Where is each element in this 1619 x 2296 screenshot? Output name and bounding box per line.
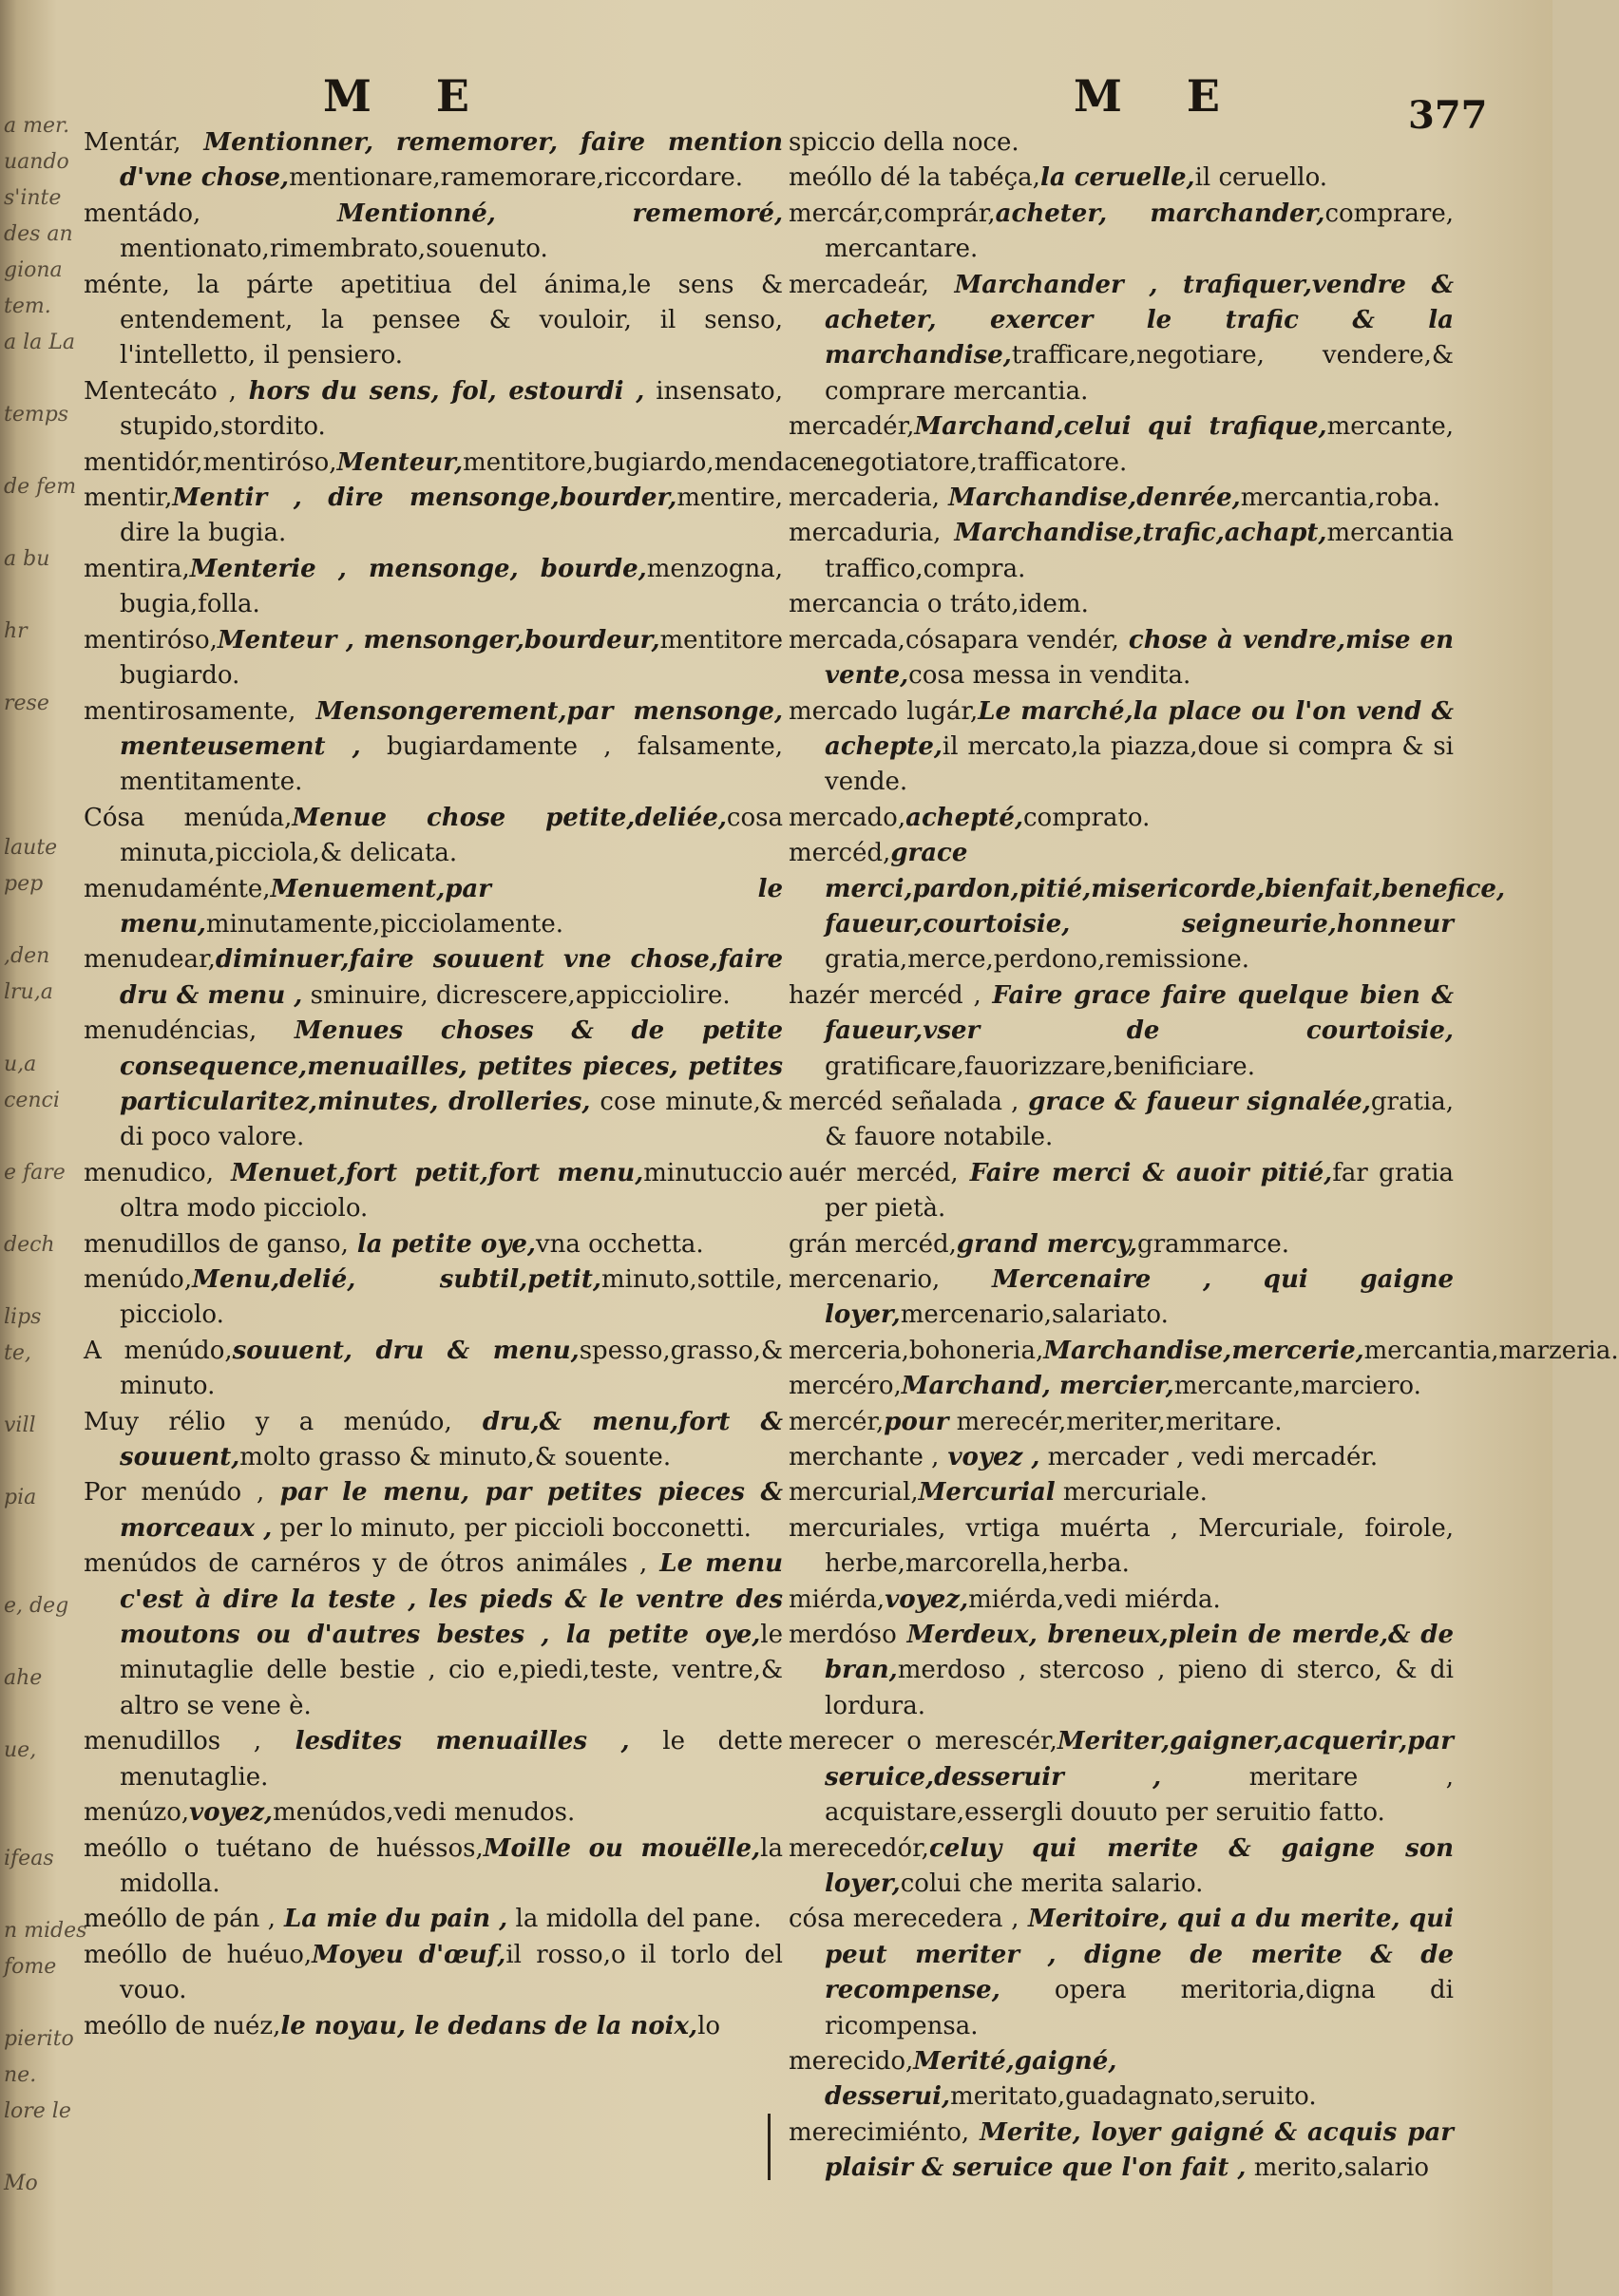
- entry-headword: mercaderia,: [789, 484, 941, 513]
- entry-italian: mentionare,ramemorare,riccordare.: [289, 163, 744, 193]
- entry-french: Menteur,: [336, 447, 464, 477]
- entry-french: Faire grace faire quelque bien & faueur,vser de courtoisie,: [825, 980, 1454, 1046]
- entry-french: Merité,gaigné, desserui,: [825, 2046, 1117, 2112]
- entry-french: Menue chose petite,deliée,: [292, 803, 727, 832]
- dictionary-entry: [84, 125, 783, 197]
- entry-headword: menudico,: [84, 1158, 214, 1187]
- entry-french: lesdites menuailles ,: [261, 1727, 630, 1756]
- entry-french: Marchandise,mercerie,: [1043, 1336, 1364, 1365]
- margin-fragment: te,: [4, 1341, 31, 1365]
- entry-italian: il ceruello.: [1194, 163, 1328, 193]
- entry-headword: menudear,: [84, 945, 216, 975]
- margin-fragment: tem.: [4, 294, 51, 318]
- entry-italian: far gratia per pietà.: [825, 1158, 1455, 1224]
- dictionary-entry: [84, 872, 783, 943]
- margin-fragment: de fem: [4, 475, 77, 499]
- dictionary-entry: [789, 1369, 1454, 1404]
- dictionary-entry: [789, 1618, 1454, 1724]
- entry-french: grace merci,pardon,pitié,misericorde,bienfait,benefice, faueur,courtoisie, seigneurie,honneur: [825, 839, 1506, 939]
- margin-fragment: e, deg: [4, 1594, 69, 1618]
- margin-fragment: giona: [4, 258, 63, 282]
- margin-fragment: a bu: [4, 547, 50, 571]
- dictionary-entry: [789, 481, 1454, 516]
- entry-french: acheter, marchander,: [995, 199, 1325, 228]
- entry-headword: mentidór,mentiróso,: [84, 447, 337, 477]
- entry-italian: il rosso,o il torlo del vouo.: [120, 1940, 783, 2005]
- entry-french: Mentir , dire mensonge,bourder,: [172, 484, 677, 513]
- dictionary-entry: [789, 978, 1454, 1085]
- entry-italian: trafficare,negotiare, vendere,& comprare mercantia.: [825, 341, 1454, 406]
- entry-headword: merceria,bohoneria,: [789, 1336, 1044, 1365]
- entry-headword: mentir,: [84, 484, 173, 513]
- right-running-head: M E: [1074, 70, 1245, 122]
- entry-headword: meóllo o tuétano de huéssos,: [84, 1833, 484, 1863]
- entry-italian: vna occhetta.: [535, 1229, 704, 1259]
- entry-french: Marchandise,denrée,: [940, 484, 1241, 513]
- entry-headword: mercancia o tráto,idem.: [789, 590, 1089, 619]
- dictionary-entry: [84, 1724, 783, 1795]
- entry-headword: auér mercéd,: [789, 1158, 959, 1187]
- entry-italian: comprato.: [1023, 803, 1151, 832]
- entry-headword: merecido,: [789, 2046, 914, 2076]
- margin-fragment: pia: [4, 1486, 37, 1509]
- entry-headword: meóllo de nuéz,: [84, 2011, 281, 2040]
- entry-french: La mie du pain ,: [275, 1905, 508, 1934]
- margin-fragment: Mo: [4, 2172, 38, 2195]
- entry-french: Meritoire, qui a du merite, qui peut meriter , digne de merite & de recompense,: [825, 1905, 1454, 2005]
- margin-fragment: rese: [4, 692, 49, 715]
- entry-italian: sminuire, dicrescere,appicciolire.: [302, 980, 731, 1010]
- entry-french: Merite, loyer gaigné & acquis par plaisir & seruice que l'on fait ,: [825, 2117, 1454, 2183]
- dictionary-entry: [789, 1831, 1454, 1903]
- entry-italian: grammarce.: [1137, 1229, 1290, 1259]
- margin-fragment: hr: [4, 619, 28, 643]
- margin-fragment: lru,a: [4, 980, 53, 1004]
- entry-headword: mercaduria,: [789, 519, 942, 548]
- dictionary-entry: [789, 161, 1454, 196]
- entry-italian: lo: [697, 2011, 721, 2040]
- entry-headword: mercuriales,: [789, 1513, 946, 1543]
- entry-italian: merecér,meriter,meritare.: [948, 1407, 1283, 1436]
- dictionary-entry: [84, 2009, 783, 2044]
- entry-french: Menterie , mensonge, bourde,: [189, 554, 647, 583]
- entry-headword: Mentecáto ,: [84, 376, 237, 406]
- entry-italian: gratia,merce,perdono,remissione.: [825, 945, 1250, 975]
- entry-french: voyez ,: [939, 1443, 1040, 1472]
- dictionary-entry: [84, 1546, 783, 1724]
- dictionary-entry: [84, 446, 835, 481]
- dictionary-entry: [84, 374, 783, 446]
- entry-italian: la párte apetitiua del ánima,le sens & entendement, la pensee & vouloir, il senso, l'intelletto, il pensiero.: [120, 270, 783, 370]
- entry-headword: meóllo dé la tabéça,: [789, 163, 1040, 193]
- entry-french: la petite oye,: [348, 1229, 536, 1259]
- previous-page-margin: [0, 114, 87, 2261]
- entry-french: dru,& menu,fort & souuent,: [120, 1407, 783, 1472]
- entry-french: Mercenaire , qui gaigne loyer,: [825, 1265, 1454, 1330]
- entry-italian: mercenario,salariato.: [900, 1300, 1169, 1330]
- margin-fragment: pierito: [4, 2027, 74, 2051]
- entry-headword: menúdo,: [84, 1265, 193, 1294]
- entry-french: le noyau, le dedans de la noix,: [280, 2011, 698, 2040]
- entry-italian: merdoso , stercoso , pieno di sterco, & di lordura.: [825, 1656, 1454, 1720]
- margin-fragment: temps: [4, 403, 69, 427]
- entry-headword: grán mercéd,: [789, 1229, 957, 1259]
- dictionary-entry: [84, 942, 783, 1014]
- entry-french: chose à vendre,mise en vente,: [825, 625, 1454, 691]
- entry-italian: mercantia,roba.: [1240, 484, 1440, 513]
- entry-headword: mercéd señalada ,: [789, 1087, 1019, 1116]
- dictionary-entry: [789, 1440, 1454, 1475]
- entry-italian: mercader , vedi mercadér.: [1039, 1443, 1379, 1472]
- margin-fragment: ,den: [4, 944, 50, 968]
- entry-italian: mercante,marciero.: [1173, 1372, 1421, 1401]
- entry-italian: merito,salario: [1246, 2154, 1429, 2183]
- entry-french: souuent, dru & menu,: [232, 1336, 580, 1365]
- entry-italian: insensato, stupido,stordito.: [120, 376, 783, 442]
- entry-french: Menu,delié, subtil,petit,: [192, 1265, 601, 1294]
- dictionary-entry: [789, 516, 1454, 587]
- margin-fragment: dech: [4, 1233, 55, 1257]
- entry-italian: mercuriale.: [1055, 1478, 1208, 1508]
- entry-italian: il mercato,la piazza,doue si compra & si vende.: [825, 731, 1454, 797]
- entry-headword: mercadér,: [789, 412, 915, 442]
- entry-italian: spiccio della noce.: [789, 128, 1019, 157]
- entry-headword: Cósa menúda,: [84, 803, 293, 832]
- entry-headword: menudaménte,: [84, 874, 271, 903]
- entry-headword: merdóso: [789, 1621, 897, 1650]
- dictionary-entry: [84, 1156, 783, 1227]
- margin-fragment: e fare: [4, 1161, 66, 1185]
- dictionary-entry: [84, 1405, 783, 1476]
- entry-headword: mentádo,: [84, 199, 201, 228]
- entry-headword: ménte,: [84, 270, 170, 299]
- entry-headword: mercada,cósapara vendér,: [789, 625, 1119, 655]
- dictionary-entry: [789, 1085, 1454, 1156]
- entry-headword: mentiróso,: [84, 625, 218, 655]
- dictionary-entry: [789, 587, 1454, 622]
- entry-italian: mentire, dire la bugia.: [120, 484, 783, 548]
- entry-italian: spesso,grasso,& minuto.: [120, 1336, 783, 1401]
- entry-italian: meritare , acquistare,essergli douuto per seruitio fatto.: [825, 1762, 1454, 1828]
- margin-fragment: s'inte: [4, 186, 62, 210]
- entry-french: achepté,: [905, 803, 1023, 832]
- dictionary-entry: [789, 409, 1454, 481]
- dictionary-entry: [789, 1227, 1454, 1262]
- entry-headword: Muy rélio y a menúdo,: [84, 1407, 452, 1436]
- entry-french: par le menu, par petites pieces & morceaux ,: [120, 1478, 783, 1543]
- dictionary-entry: [789, 623, 1454, 694]
- entry-italian: gratificare,fauorizzare,benificiare.: [825, 1052, 1255, 1081]
- dictionary-entry: [789, 1724, 1454, 1831]
- entry-headword: mercadeár,: [789, 270, 929, 299]
- entry-french: Meriter,gaigner,acquerir,par seruice,desseruir ,: [825, 1727, 1454, 1792]
- entry-italian: colui che merita salario.: [900, 1869, 1204, 1898]
- dictionary-entry: [84, 197, 783, 268]
- entry-headword: meóllo de pán ,: [84, 1905, 276, 1934]
- entry-french: Moyeu d'œuf,: [312, 1940, 506, 1969]
- dictionary-entry: [789, 1902, 1454, 2044]
- entry-headword: mercenario,: [789, 1265, 941, 1294]
- entry-headword: miérda,: [789, 1584, 886, 1614]
- entry-italian: opera meritoria,digna di ricompensa.: [825, 1976, 1454, 2040]
- entry-italian: vrtiga muérta , Mercuriale, foirole, herbe,marcorella,herba.: [825, 1513, 1454, 1579]
- entry-italian: menzogna, bugia,folla.: [120, 554, 783, 619]
- entry-italian: minutuccio oltra modo picciolo.: [120, 1158, 783, 1224]
- entry-headword: mentirosamente,: [84, 696, 296, 726]
- entry-french: pour: [884, 1407, 949, 1436]
- left-running-head: M E: [323, 70, 494, 122]
- entry-french: voyez,: [189, 1798, 274, 1828]
- dictionary-entry: [84, 1795, 783, 1831]
- margin-fragment: uando: [4, 150, 69, 174]
- margin-fragment: cenci: [4, 1089, 60, 1112]
- dictionary-entry: [789, 694, 1454, 801]
- entry-french: la ceruelle,: [1039, 163, 1195, 193]
- margin-fragment: u,a: [4, 1053, 37, 1076]
- entry-headword: menudillos ,: [84, 1727, 262, 1756]
- entry-italian: mentionato,rimembrato,souenuto.: [120, 235, 548, 264]
- dictionary-entry: [84, 801, 783, 872]
- dictionary-entry: [84, 1014, 783, 1156]
- entry-headword: mentira,: [84, 554, 190, 583]
- entry-headword: menudéncias,: [84, 1016, 257, 1046]
- dictionary-entry: [84, 268, 783, 374]
- dictionary-entry: [84, 1902, 783, 1937]
- entry-french: voyez,: [885, 1584, 969, 1614]
- dictionary-entry: [789, 1511, 1454, 1583]
- dictionary-entry: [789, 836, 1506, 978]
- entry-french: Menuet,fort petit,fort menu,: [213, 1158, 644, 1187]
- margin-fragment: ne.: [4, 2063, 37, 2087]
- entry-headword: Mentár,: [84, 128, 181, 157]
- entry-italian: miérda,vedi miérda.: [968, 1584, 1221, 1614]
- entry-headword: cósa merecedera ,: [789, 1905, 1019, 1934]
- margin-fragment: des an: [4, 222, 73, 246]
- entry-italian: gratia, & fauore notabile.: [825, 1087, 1454, 1152]
- entry-headword: mercado,: [789, 803, 906, 832]
- entry-italian: minuto,sottile, picciolo.: [120, 1265, 783, 1330]
- dictionary-entry: [84, 1475, 783, 1546]
- dictionary-entry: [789, 1262, 1454, 1334]
- entry-headword: A menúdo,: [84, 1336, 233, 1365]
- margin-fragment: ahe: [4, 1666, 43, 1690]
- entry-french: Moille ou mouëlle,: [483, 1833, 761, 1863]
- dictionary-entry: [789, 1405, 1454, 1440]
- entry-french: Marchand, mercier,: [901, 1372, 1174, 1401]
- entry-headword: merecedór,: [789, 1833, 929, 1863]
- entry-headword: Por menúdo ,: [84, 1478, 265, 1508]
- entry-italian: mercantia,marzeria.: [1363, 1336, 1619, 1365]
- right-column: [789, 125, 1619, 2187]
- entry-french: Menuement,par le menu,: [120, 874, 783, 939]
- entry-headword: merecimiénto,: [789, 2117, 970, 2147]
- entry-italian: cosa minuta,picciola,& delicata.: [120, 803, 783, 868]
- entry-italian: mercantia traffico,compra.: [825, 519, 1454, 583]
- margin-fragment: n mides: [4, 1919, 87, 1943]
- dictionary-entry: [789, 1156, 1454, 1227]
- entry-italian: cosa messa in vendita.: [908, 661, 1191, 691]
- dictionary-entry: [84, 552, 783, 623]
- margin-fragment: vill: [4, 1414, 36, 1437]
- entry-headword: menúdos de carnéros y de ótros animáles ,: [84, 1549, 648, 1579]
- entry-french: grace & faueur signalée,: [1019, 1087, 1371, 1116]
- entry-headword: hazér mercéd ,: [789, 980, 981, 1010]
- entry-italian: la midolla del pane.: [507, 1905, 762, 1934]
- dictionary-entry: [789, 2116, 1454, 2187]
- margin-fragment: lore le: [4, 2099, 71, 2123]
- entry-headword: menúzo,: [84, 1798, 190, 1828]
- entry-french: grand mercy,: [956, 1229, 1138, 1259]
- entry-headword: merecer o merescér,: [789, 1727, 1057, 1756]
- margin-fragment: laute: [4, 836, 58, 860]
- entry-french: diminuer,faire souuent vne chose,faire dru & menu ,: [120, 945, 783, 1010]
- dictionary-entry: [789, 1475, 1454, 1510]
- entry-headword: mercér,: [789, 1407, 885, 1436]
- margin-fragment: ifeas: [4, 1847, 54, 1870]
- column-divider: [768, 2114, 771, 2180]
- entry-headword: mercár,comprár,: [789, 199, 996, 228]
- margin-fragment: a la La: [4, 331, 75, 354]
- dictionary-entry: [84, 481, 783, 552]
- dictionary-entry: [789, 268, 1454, 410]
- dictionary-entry: [789, 125, 1454, 161]
- entry-italian: le minutaglie delle bestie , cio e,piedi,teste, ventre,& altro se vene è.: [120, 1621, 783, 1720]
- entry-french: Marchand,celui qui trafique,: [914, 412, 1327, 442]
- dictionary-entry: [84, 1262, 783, 1334]
- entry-italian: mercante, negotiatore,trafficatore.: [825, 412, 1454, 477]
- entry-italian: cose minute,& di poco valore.: [120, 1087, 783, 1152]
- entry-french: Mentionné, rememoré,: [200, 199, 783, 228]
- dictionary-entry: [789, 1583, 1454, 1618]
- dictionary-entry: [84, 1831, 783, 1903]
- entry-italian: le dette menutaglie.: [120, 1727, 783, 1792]
- entry-italian: la midolla.: [120, 1833, 783, 1898]
- entry-headword: menudillos de ganso,: [84, 1229, 349, 1259]
- entry-french: Merdeux, breneux,plein de merde,& de bran,: [825, 1621, 1454, 1685]
- entry-french: Menteur , mensonger,bourdeur,: [217, 625, 660, 655]
- entry-headword: mercado lugár,: [789, 696, 979, 726]
- entry-italian: meritato,guadagnato,seruito.: [950, 2082, 1317, 2112]
- entry-french: Faire merci & auoir pitié,: [958, 1158, 1333, 1187]
- entry-french: Marchander , trafiquer,vendre & acheter, exercer le trafic & la marchandise,: [825, 270, 1454, 370]
- entry-headword: mercéd,: [789, 839, 891, 868]
- entry-french: celuy qui merite & gaigne son loyer,: [825, 1833, 1454, 1898]
- dictionary-entry: [84, 1334, 783, 1405]
- margin-fragment: a mer.: [4, 114, 70, 138]
- dictionary-entry: [84, 694, 783, 801]
- dictionary-entry: [789, 801, 1454, 836]
- margin-fragment: fome: [4, 1955, 57, 1979]
- entry-french: Menues choses & de petite consequence,menuailles, petites pieces, petites particularitez,minutes, drolleries,: [120, 1016, 783, 1116]
- entry-headword: mercéro,: [789, 1372, 902, 1401]
- entry-french: Le marché,la place ou l'on vend & achepte,: [825, 696, 1454, 761]
- entry-french: hors du sens, fol, estourdi ,: [236, 376, 645, 406]
- entry-italian: minutamente,picciolamente.: [205, 909, 563, 939]
- entry-italian: comprare, mercantare.: [825, 199, 1454, 264]
- entry-french: Le menu c'est à dire la teste , les pieds & le ventre des moutons ou d'autres bestes , la petite oye,: [120, 1549, 783, 1650]
- entry-french: Mercurial: [918, 1478, 1056, 1508]
- entry-italian: bugiardamente , falsamente, mentitamente.: [120, 731, 783, 797]
- dictionary-entry: [789, 1334, 1619, 1369]
- entry-headword: mercurial,: [789, 1478, 919, 1508]
- margin-fragment: lips: [4, 1305, 42, 1329]
- entry-french: Marchandise,trafic,achapt,: [941, 519, 1327, 548]
- entry-italian: molto grasso & minuto,& souente.: [239, 1443, 672, 1472]
- dictionary-entry: [84, 623, 783, 694]
- entry-french: Mensongerement,par mensonge, menteusement ,: [120, 696, 783, 761]
- dictionary-entry: [84, 1227, 783, 1262]
- dictionary-entry: [84, 1938, 783, 2009]
- left-column: [84, 125, 835, 2044]
- page-number: 377: [1408, 93, 1488, 138]
- entry-italian: per lo minuto, per piccioli bocconetti.: [272, 1513, 752, 1543]
- dictionary-entry: [789, 197, 1454, 268]
- entry-headword: merchante ,: [789, 1443, 940, 1472]
- entry-italian: mentitore bugiardo.: [120, 625, 783, 691]
- entry-headword: meóllo de huéuo,: [84, 1940, 313, 1969]
- entry-italian: mentitore,bugiardo,mendace.: [463, 447, 835, 477]
- margin-fragment: ue,: [4, 1738, 37, 1762]
- dictionary-entry: [789, 2044, 1454, 2116]
- margin-fragment: pep: [4, 872, 44, 896]
- entry-italian: menúdos,vedi menudos.: [273, 1798, 576, 1828]
- entry-french: Mentionner, rememorer, faire mention d'vne chose,: [120, 128, 783, 193]
